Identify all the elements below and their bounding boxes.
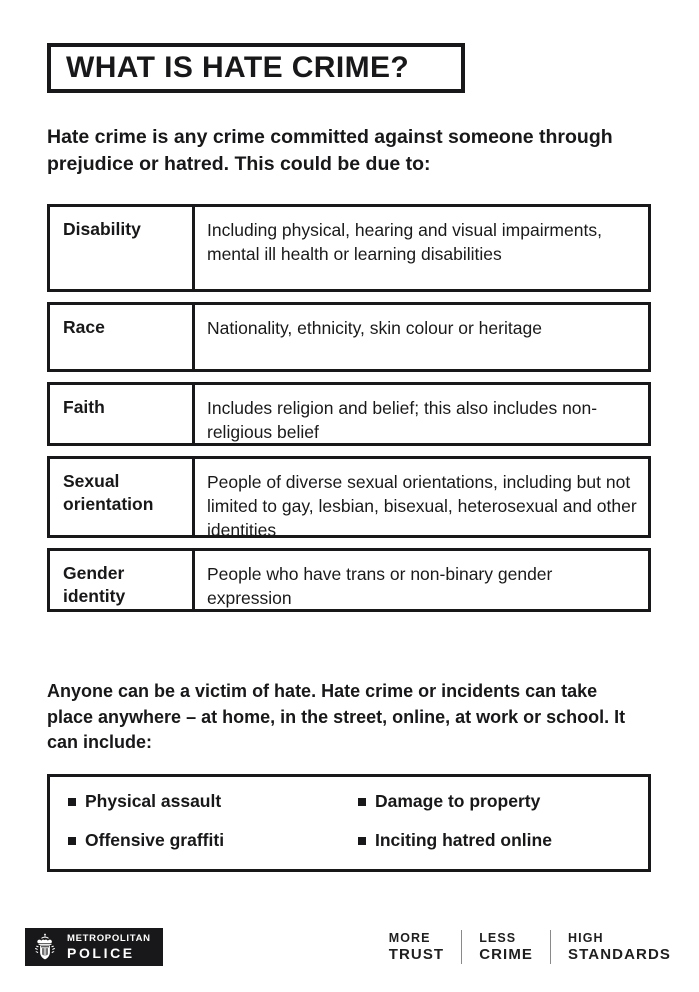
category-label: Disability: [50, 207, 195, 289]
category-label: Race: [50, 305, 195, 369]
table-row: [47, 548, 651, 612]
footer-slogans: [389, 928, 671, 966]
slogan-more-trust: [389, 930, 462, 964]
category-description: Nationality, ethnicity, skin colour or heritage: [207, 318, 542, 338]
logo-line-metropolitan: METROPOLITAN: [67, 933, 151, 944]
met-police-crest-icon: [29, 931, 61, 963]
list-item-label: Offensive graffiti: [85, 830, 225, 850]
slogan-line1: LESS: [479, 931, 517, 945]
list-item-label: Damage to property: [375, 791, 541, 811]
met-police-logo: [25, 928, 163, 966]
slogan-line1: MORE: [388, 931, 431, 945]
list-item: [358, 830, 648, 850]
list-item: [68, 830, 358, 850]
table-row: [47, 382, 651, 446]
slogan-line1: HIGH: [568, 931, 604, 945]
table-row: [47, 302, 651, 372]
examples-box: [47, 774, 651, 872]
slogan-less-crime: [462, 930, 550, 964]
slogan-line2: CRIME: [479, 946, 534, 963]
list-item: [68, 791, 358, 811]
page-title: WHAT IS HATE CRIME?: [66, 51, 410, 84]
list-item-label: Inciting hatred online: [375, 830, 552, 850]
list-item: [358, 791, 648, 811]
page-title-box: [47, 43, 465, 93]
category-description: Includes religion and belief; this also includes non-religious belief: [207, 398, 598, 442]
outro-paragraph: Anyone can be a victim of hate. Hate crime or incidents can take place anywhere – at home, in the street, online, at work or school. It can include:: [47, 681, 626, 752]
square-bullet-icon: [358, 837, 366, 845]
table-row: [47, 456, 651, 538]
category-label: Sexual orientation: [50, 459, 195, 535]
intro-paragraph: Hate crime is any crime committed against someone through prejudice or hatred. This could be due to:: [47, 126, 613, 175]
logo-line-police: POLICE: [67, 945, 135, 961]
examples-list: [50, 791, 648, 850]
slogan-high-standards: [551, 930, 671, 964]
category-label: Gender identity: [50, 551, 195, 609]
slogan-line2: STANDARDS: [568, 946, 671, 963]
square-bullet-icon: [358, 798, 366, 806]
list-item-label: Physical assault: [85, 791, 222, 811]
square-bullet-icon: [68, 837, 76, 845]
table-row: [47, 204, 651, 292]
category-label: Faith: [50, 385, 195, 443]
slogan-line2: TRUST: [388, 946, 445, 963]
category-table: [47, 204, 651, 622]
footer: [0, 921, 699, 981]
category-description: People who have trans or non-binary gender expression: [207, 564, 553, 608]
category-description: Including physical, hearing and visual impairments, mental ill health or learning disabilities: [207, 220, 602, 264]
category-description: People of diverse sexual orientations, including but not limited to gay, lesbian, bisexual, heterosexual and other identities: [207, 472, 637, 540]
square-bullet-icon: [68, 798, 76, 806]
logo-wordmark: [67, 933, 151, 961]
